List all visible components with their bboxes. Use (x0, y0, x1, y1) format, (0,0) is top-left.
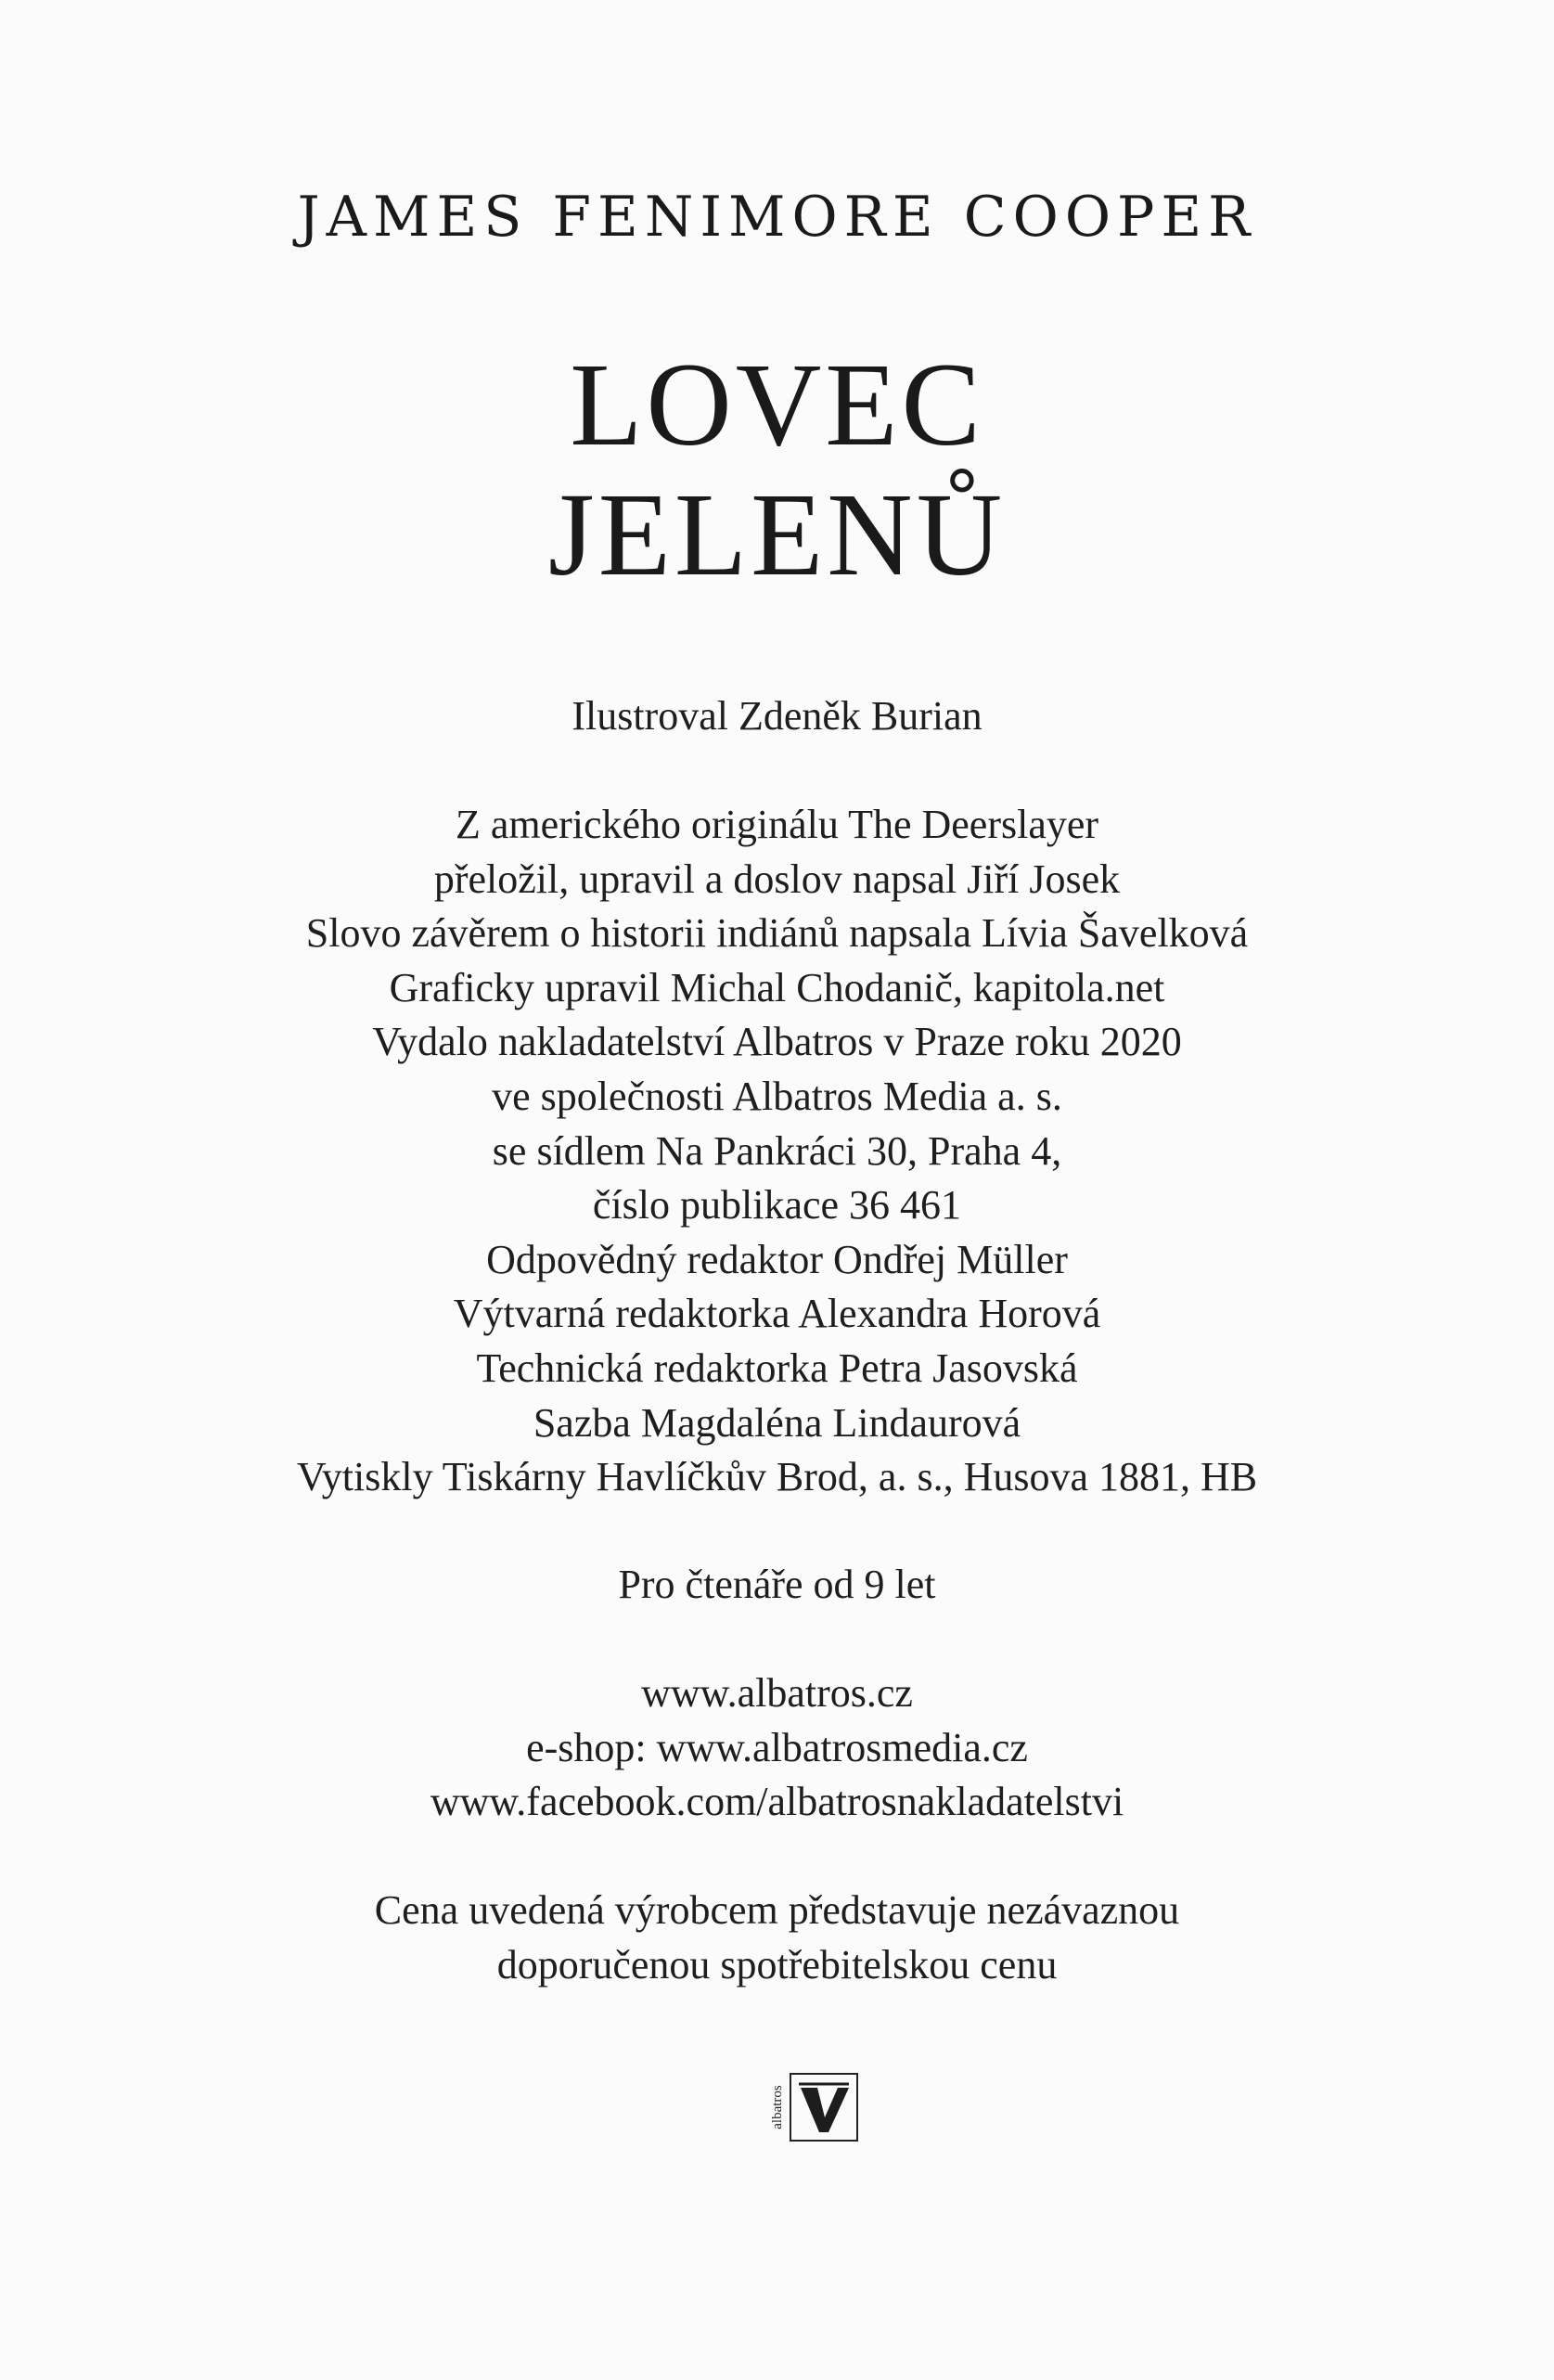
book-title-line-2: JELENŮ (547, 469, 1007, 600)
credit-line: ve společnosti Albatros Media a. s. (492, 1073, 1062, 1119)
publisher-logo (767, 2073, 858, 2142)
credit-line: Vydalo nakladatelství Albatros v Praze roku 2020 (372, 1019, 1182, 1065)
publication-credits (0, 798, 1554, 1505)
credit-line: Vytiskly Tiskárny Havlíčkův Brod, a. s., Husova 1881, HB (296, 1454, 1258, 1500)
credit-line: Z amerického originálu The Deerslayer (455, 802, 1099, 847)
publisher-logo-wordmark (767, 2073, 788, 2142)
credit-line: Odpovědný redaktor Ondřej Müller (486, 1236, 1068, 1282)
facebook-link: www.facebook.com/albatrosnakladatelstvi (430, 1779, 1124, 1825)
reader-age-note: Pro čtenáře od 9 let (618, 1562, 936, 1607)
website-link: www.albatros.cz (641, 1670, 913, 1716)
credit-line: se sídlem Na Pankráci 30, Praha 4, (492, 1127, 1062, 1174)
credit-line: Slovo závěrem o historii indiánů napsala Lívia Šavelková (305, 910, 1249, 957)
credit-line: Výtvarná redaktorka Alexandra Horová (453, 1291, 1101, 1337)
credit-line: Sazba Magdaléna Lindaurová (533, 1399, 1021, 1446)
price-note (0, 1884, 1554, 1992)
credit-line: číslo publikace 36 461 (592, 1182, 962, 1229)
credit-line: Technická redaktorka Petra Jasovská (476, 1344, 1078, 1391)
publisher-logo-text: albatros (770, 2085, 785, 2129)
illustrator-credit: Ilustroval Zdeněk Burian (572, 693, 982, 739)
price-note-line: doporučenou spotřebitelskou cenu (496, 1941, 1058, 1988)
author-name: JAMES FENIMORE COOPER (297, 185, 1257, 250)
publisher-links (0, 1666, 1554, 1830)
credit-line: Graficky upravil Michal Chodanič, kapitola.net (389, 964, 1165, 1010)
credit-line: přeložil, upravil a doslov napsal Jiří Josek (433, 856, 1121, 902)
eshop-link: e-shop: www.albatrosmedia.cz (526, 1724, 1028, 1770)
price-note-line: Cena uvedená výrobcem představuje nezávaznou (374, 1887, 1180, 1933)
book-title-line-1: LOVEC (570, 339, 984, 470)
albatros-v-logo-icon (790, 2073, 858, 2142)
book-title (0, 340, 1554, 599)
